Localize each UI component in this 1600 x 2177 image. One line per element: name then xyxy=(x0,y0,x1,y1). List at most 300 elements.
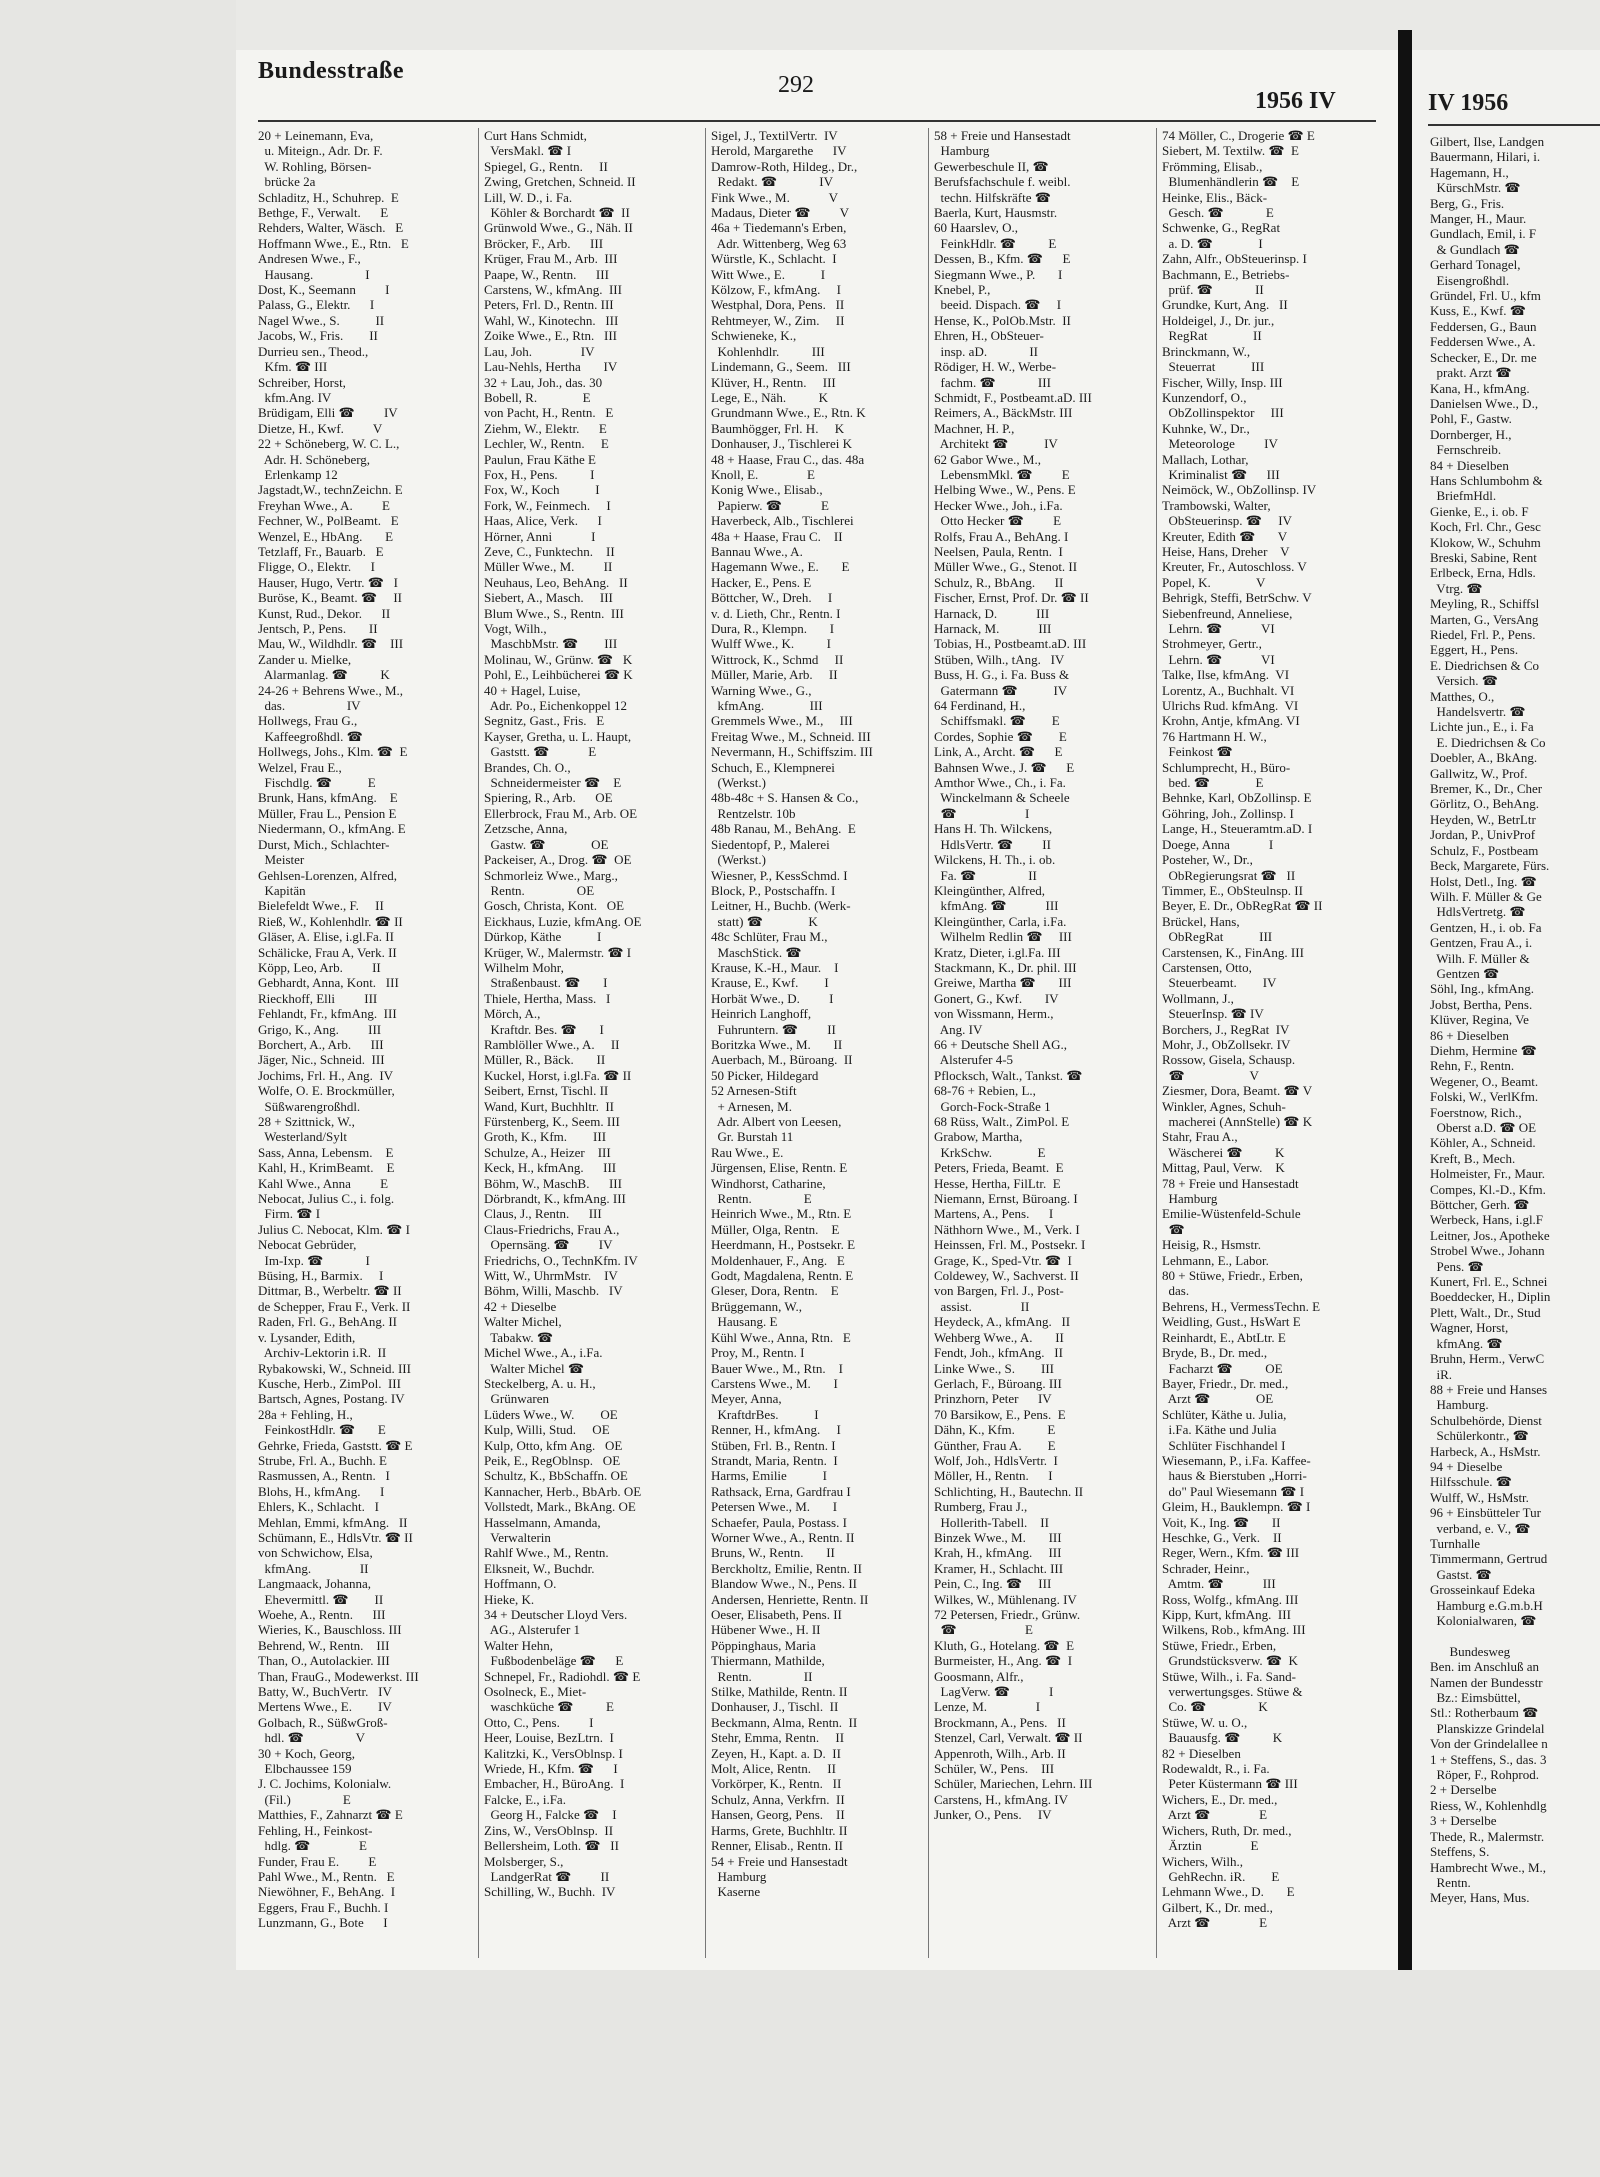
directory-entry: Neimöck, W., ObZollinsp. IV xyxy=(1162,482,1317,498)
directory-entry: Doebler, A., BkAng. xyxy=(1430,750,1538,766)
directory-entry: Wagner, Horst, xyxy=(1430,1320,1509,1336)
directory-entry: Süßwarengroßhdl. xyxy=(258,1098,361,1114)
directory-entry: verwertungsges. Stüwe & xyxy=(1162,1684,1303,1700)
directory-entry: Niemann, Ernst, Büroang. I xyxy=(934,1191,1078,1207)
directory-entry: Keck, H., kfmAng. III xyxy=(484,1160,617,1176)
directory-entry: v. Lysander, Edith, xyxy=(258,1329,356,1345)
directory-entry: Claus, J., Rentn. III xyxy=(484,1206,602,1222)
directory-entry: Prinzhorn, Peter IV xyxy=(934,1391,1052,1407)
directory-entry: Rieß, W., Kohlenhdlr. ☎ II xyxy=(258,913,403,929)
directory-entry: Proy, M., Rentn. I xyxy=(711,1345,805,1361)
directory-entry: Kreuter, Edith ☎ V xyxy=(1162,528,1288,544)
directory-entry: Junker, O., Pens. IV xyxy=(934,1807,1052,1823)
directory-entry: Carstens Wwe., M. I xyxy=(711,1375,838,1391)
directory-entry: Hense, K., PolOb.Mstr. II xyxy=(934,312,1071,328)
directory-entry: (Werkst.) xyxy=(711,852,766,868)
directory-entry: Welzel, Frau E., xyxy=(258,759,342,775)
directory-entry: Kaffeegroßhdl. ☎ xyxy=(258,728,363,744)
directory-entry: Eisengroßhdl. xyxy=(1430,272,1510,288)
directory-entry: Hoffmann Wwe., E., Rtn. E xyxy=(258,235,409,251)
directory-entry: verband, e. V., ☎ xyxy=(1430,1520,1531,1536)
directory-entry: Niewöhner, F., BehAng. I xyxy=(258,1884,396,1900)
directory-entry: Steuerrat III xyxy=(1162,359,1265,375)
directory-entry: Bauer Wwe., M., Rtn. I xyxy=(711,1360,843,1376)
directory-entry: Rentn. E xyxy=(711,1191,812,1207)
directory-entry: Klüver, H., Rentn. III xyxy=(711,374,836,390)
directory-entry: Donhauser, J., Tischl. II xyxy=(711,1699,839,1715)
directory-entry: Gerhard Tonagel, xyxy=(1430,257,1521,273)
directory-entry: Lenze, M. I xyxy=(934,1699,1041,1715)
directory-entry: Cordes, Sophie ☎ E xyxy=(934,728,1067,744)
directory-entry: Than, O., Autolackier. III xyxy=(258,1653,390,1669)
directory-entry: Grage, K., Sped-Vtr. ☎ I xyxy=(934,1252,1072,1268)
directory-entry: Grigo, K., Ang. III xyxy=(258,1021,382,1037)
directory-entry: Woehe, A., Rentn. III xyxy=(258,1607,386,1622)
directory-entry: Lehmann, E., Labor. xyxy=(1162,1252,1269,1268)
directory-entry: Leitner, H., Buchb. (Werk- xyxy=(711,898,851,914)
directory-entry: Vollstedt, Mark., BkAng. OE xyxy=(484,1499,636,1515)
directory-entry: Kluth, G., Hotelang. ☎ E xyxy=(934,1637,1075,1653)
directory-entry: Mertens Wwe., E. IV xyxy=(258,1699,392,1715)
directory-entry: Hoffmann, O. xyxy=(484,1576,557,1592)
directory-entry: Werbeck, Hans, i.gl.F xyxy=(1430,1212,1544,1228)
directory-entry: Schlüter, Käthe u. Julia, xyxy=(1162,1406,1287,1422)
directory-entry: i.Fa. Käthe und Julia xyxy=(1162,1422,1277,1438)
directory-entry: Stackmann, K., Dr. phil. III xyxy=(934,959,1077,975)
directory-entry: Gremmels Wwe., M., III xyxy=(711,713,853,729)
directory-entry: Palass, G., Elektr. I xyxy=(258,297,375,313)
directory-entry: KraftdrBes. I xyxy=(711,1406,819,1422)
directory-entry: Bellersheim, Loth. ☎ II xyxy=(484,1838,619,1854)
directory-entry: Adr. Po., Eichenkoppel 12 xyxy=(484,698,627,714)
directory-entry: Auerbach, M., Büroang. II xyxy=(711,1052,853,1068)
column-1 xyxy=(258,128,470,1958)
directory-entry: Schulz, R., BbAng. II xyxy=(934,574,1064,590)
directory-entry: Holst, Detl., Ing. ☎ xyxy=(1430,873,1537,889)
directory-entry: Arzt ☎ E xyxy=(1162,1915,1268,1931)
directory-entry: Coldewey, W., Sachverst. II xyxy=(934,1268,1079,1284)
directory-entry: Neuhaus, Leo, BehAng. II xyxy=(484,574,628,590)
directory-entry: Stehr, Emma, Rentn. II xyxy=(711,1730,845,1746)
directory-entry: Posteher, W., Dr., xyxy=(1162,852,1253,868)
directory-entry: Von der Grindelallee n xyxy=(1430,1736,1548,1752)
directory-entry: Köhler, A., Schneid. xyxy=(1430,1135,1536,1151)
directory-entry: Facharzt ☎ OE xyxy=(1162,1360,1283,1376)
directory-entry: Golbach, R., SüßwGroß- xyxy=(258,1714,388,1730)
directory-entry: Haverbeck, Alb., Tischlerei xyxy=(711,513,854,529)
directory-entry: brücke 2a xyxy=(258,174,316,190)
directory-entry: AG., Alsterufer 1 xyxy=(484,1622,581,1638)
directory-entry: Dietze, H., Kwf. V xyxy=(258,420,383,436)
directory-entry: Pöppinghaus, Maria xyxy=(711,1637,816,1653)
directory-entry: 28 + Szittnick, W., xyxy=(258,1114,355,1129)
directory-entry: Frömming, Elisab., xyxy=(1162,158,1263,174)
directory-entry: Kramer, H., Schlacht. III xyxy=(934,1560,1064,1576)
directory-entry: Gleser, Dora, Rentn. E xyxy=(711,1283,839,1299)
directory-entry: Siebert, A., Masch. III xyxy=(484,590,613,606)
directory-entry: LagVerw. ☎ I xyxy=(934,1684,1054,1700)
directory-entry: Feinkost ☎ xyxy=(1162,744,1233,760)
facing-page-column xyxy=(1430,134,1600,1954)
directory-entry: Zeyen, H., Kapt. a. D. II xyxy=(711,1745,841,1761)
directory-entry: Behrens, H., VermessTechn. E xyxy=(1162,1298,1321,1314)
directory-entry: Wilh. F. Müller & Ge xyxy=(1430,888,1542,904)
directory-entry: Gleim, H., Bauklempn. ☎ I xyxy=(1162,1499,1311,1515)
directory-entry: Ang. IV xyxy=(934,1021,983,1037)
directory-entry: Neelsen, Paula, Rentn. I xyxy=(934,543,1063,559)
directory-entry: ☎ E xyxy=(934,1622,1033,1638)
directory-entry: J. C. Jochims, Kolonialw. xyxy=(258,1776,392,1792)
directory-entry: 50 Picker, Hildegard xyxy=(711,1067,819,1083)
directory-entry: Ehren, H., ObSteuer- xyxy=(934,328,1044,344)
directory-entry: Warning Wwe., G., xyxy=(711,682,812,698)
directory-entry: Gehlsen-Lorenzen, Alfred, xyxy=(258,867,397,883)
directory-entry: Baerla, Kurt, Hausmstr. xyxy=(934,205,1058,221)
directory-entry: Schälicke, Frau A, Verk. II xyxy=(258,944,397,960)
directory-entry: Folski, W., VerlKfm. xyxy=(1430,1089,1539,1105)
directory-entry: Kuckel, Horst, i.gl.Fa. ☎ II xyxy=(484,1067,632,1083)
directory-entry: Erlenkamp 12 xyxy=(258,466,338,482)
directory-entry: Link, A., Archt. ☎ E xyxy=(934,744,1063,760)
directory-entry: Packeiser, A., Drog. ☎ OE xyxy=(484,852,632,868)
directory-entry: bed. ☎ E xyxy=(1162,775,1264,791)
directory-entry: Wilhelm Redlin ☎ III xyxy=(934,929,1072,945)
directory-entry: W. Rohling, Börsen- xyxy=(258,158,372,174)
directory-entry: Sigel, J., TextilVertr. IV xyxy=(711,128,838,143)
directory-entry: Schulbehörde, Dienst xyxy=(1430,1412,1542,1428)
column-divider xyxy=(928,128,929,1958)
directory-entry: Boritzka Wwe., M. II xyxy=(711,1036,843,1052)
directory-entry: Stl.: Rotherbaum ☎ xyxy=(1430,1705,1539,1721)
directory-entry: + Arnesen, M. xyxy=(711,1098,792,1114)
directory-entry: 68 Rüss, Walt., ZimPol. E xyxy=(934,1114,1070,1129)
directory-entry: Winkler, Agnes, Schuh- xyxy=(1162,1098,1286,1114)
directory-entry: Schlichting, H., Bautechn. II xyxy=(934,1483,1084,1499)
directory-entry: Zwing, Gretchen, Schneid. II xyxy=(484,174,636,190)
directory-entry: Lehmann Wwe., D. E xyxy=(1162,1884,1295,1900)
directory-entry: Heerdmann, H., Postsekr. E xyxy=(711,1237,856,1253)
directory-entry: Claus-Friedrichs, Frau A., xyxy=(484,1221,620,1237)
directory-entry: 2 + Derselbe xyxy=(1430,1782,1497,1798)
directory-entry: MaschStick. ☎ xyxy=(711,944,802,960)
directory-entry: Hamburg xyxy=(1162,1191,1218,1207)
directory-entry: Worner Wwe., A., Rentn. II xyxy=(711,1529,855,1545)
directory-entry: Buss, H. G., i. Fa. Buss & xyxy=(934,667,1070,683)
directory-entry: Müller, R., Bäck. II xyxy=(484,1052,606,1068)
directory-entry: Göhring, Joh., Zollinsp. I xyxy=(1162,805,1294,821)
directory-entry: Otto Hecker ☎ E xyxy=(934,513,1062,529)
directory-entry: Bahnsen Wwe., J. ☎ E xyxy=(934,759,1075,775)
directory-entry: Heyden, W., BetrLtr xyxy=(1430,811,1536,827)
directory-entry: Opernsäng. ☎ IV xyxy=(484,1237,613,1253)
directory-entry: Ehlers, K., Schlacht. I xyxy=(258,1499,379,1515)
directory-entry: Stüben, Frl. B., Rentn. I xyxy=(711,1437,836,1453)
directory-entry: Brinckmann, W., xyxy=(1162,343,1251,359)
directory-entry: Heschke, G., Verk. II xyxy=(1162,1529,1282,1545)
directory-entry: Batty, W., BuchVertr. IV xyxy=(258,1684,392,1700)
directory-entry: Rehn, F., Rentn. xyxy=(1430,1058,1515,1074)
directory-entry: Böttcher, Gerh. ☎ xyxy=(1430,1197,1530,1213)
directory-entry: Kulp, Willi, Stud. OE xyxy=(484,1422,610,1438)
directory-entry: Rieckhoff, Elli III xyxy=(258,990,378,1006)
directory-entry: Versich. ☎ xyxy=(1430,673,1498,689)
directory-entry: assist. II xyxy=(934,1298,1030,1314)
directory-entry: Firm. ☎ I xyxy=(258,1206,321,1222)
directory-entry: Schneidermeister ☎ E xyxy=(484,775,622,791)
directory-entry: Wilh. F. Müller & xyxy=(1430,950,1530,966)
directory-entry: Alarmanlag. ☎ K xyxy=(258,667,390,683)
directory-entry: 54 + Freie und Hansestadt xyxy=(711,1853,848,1869)
directory-entry: Heise, Hans, Dreher V xyxy=(1162,543,1290,559)
directory-entry: Pflocksch, Walt., Tankst. ☎ xyxy=(934,1067,1083,1083)
directory-entry: 64 Ferdinand, H., xyxy=(934,698,1026,714)
directory-entry: Gundlach, Emil, i. F xyxy=(1430,226,1537,242)
directory-entry: Hilfsschule. ☎ xyxy=(1430,1474,1512,1490)
directory-entry: Fox, H., Pens. I xyxy=(484,466,595,482)
directory-entry: von Pacht, H., Rentn. E xyxy=(484,405,614,421)
directory-entry: Stilke, Mathilde, Rentn. II xyxy=(711,1684,848,1700)
directory-entry: Krause, E., Kwf. I xyxy=(711,975,829,991)
directory-entry: Fendt, Joh., kfmAng. II xyxy=(934,1345,1063,1361)
directory-entry: Hübener Wwe., H. II xyxy=(711,1622,821,1638)
directory-entry: Fehlandt, Fr., kfmAng. III xyxy=(258,1006,397,1022)
directory-entry: Buröse, K., Beamt. ☎ II xyxy=(258,590,403,606)
directory-entry: Mau, W., Wildhdlr. ☎ III xyxy=(258,636,404,652)
directory-entry: Renner, H., kfmAng. I xyxy=(711,1422,841,1438)
directory-entry: Berckholtz, Emilie, Rentn. II xyxy=(711,1560,862,1576)
directory-entry: Stüwe, W. u. O., xyxy=(1162,1714,1248,1730)
directory-entry: Pens. ☎ xyxy=(1430,1258,1484,1274)
directory-entry: Peters, Frl. D., Rentn. III xyxy=(484,297,614,313)
directory-entry: Dost, K., Seemann I xyxy=(258,282,390,298)
directory-entry: LandgerRat ☎ II xyxy=(484,1868,610,1884)
scan-margin-left xyxy=(0,0,236,2177)
directory-entry: Röper, F., Rohprod. xyxy=(1430,1767,1539,1783)
directory-entry: Erlbeck, Erna, Hdls. xyxy=(1430,565,1536,581)
directory-entry: Schümann, E., HdlsVtr. ☎ II xyxy=(258,1529,413,1545)
directory-entry: Talke, Ilse, kfmAng. VI xyxy=(1162,667,1290,683)
directory-entry: Kohlenhdlr. III xyxy=(711,343,825,359)
directory-entry: Stenzel, Carl, Verwalt. ☎ II xyxy=(934,1730,1083,1746)
directory-entry: Wiesemann, P., i.Fa. Kaffee- xyxy=(1162,1452,1311,1468)
directory-entry: Im-Ixp. ☎ I xyxy=(258,1252,370,1268)
directory-entry: 58 + Freie und Hansestadt xyxy=(934,128,1071,143)
directory-entry: Rau Wwe., E. xyxy=(711,1144,784,1160)
directory-entry: Meyer, Anna, xyxy=(711,1391,782,1407)
directory-entry: Adr. Albert von Leesen, xyxy=(711,1114,842,1129)
directory-entry: Walter Michel, xyxy=(484,1314,562,1330)
directory-entry: Pein, C., Ing. ☎ III xyxy=(934,1576,1052,1592)
directory-entry: Brandes, Ch. O., xyxy=(484,759,571,775)
directory-entry: Büsing, H., Barmix. I xyxy=(258,1268,384,1284)
directory-entry: Schiffsmakl. ☎ E xyxy=(934,713,1060,729)
column-divider xyxy=(705,128,706,1958)
directory-entry: Krüger, W., Malermstr. ☎ I xyxy=(484,944,632,960)
directory-entry: Rodewaldt, R., i. Fa. xyxy=(1162,1761,1270,1777)
directory-entry: 78 + Freie und Hansestadt xyxy=(1162,1175,1299,1191)
directory-entry: Harms, Emilie I xyxy=(711,1468,827,1484)
directory-entry: Heinssen, Frl. M., Postsekr. I xyxy=(934,1237,1086,1253)
directory-entry: 48b-48c + S. Hansen & Co., xyxy=(711,790,859,806)
directory-entry: Nevermann, H., Schiffszim. III xyxy=(711,744,873,760)
directory-entry: Lindemann, G., Seem. III xyxy=(711,359,851,375)
directory-entry: Hieke, K. xyxy=(484,1591,535,1607)
directory-entry: Adr. Wittenberg, Weg 63 xyxy=(711,235,847,251)
directory-entry: 60 Haarslev, O., xyxy=(934,220,1018,236)
directory-entry: Turnhalle xyxy=(1430,1535,1481,1551)
directory-entry: Müller Wwe., G., Stenot. II xyxy=(934,559,1078,575)
directory-entry: Meteorologe IV xyxy=(1162,436,1278,452)
directory-entry: Bryde, B., Dr. med., xyxy=(1162,1345,1268,1361)
directory-entry: Renner, Elisab., Rentn. II xyxy=(711,1838,843,1854)
directory-entry: ObRegRat III xyxy=(1162,929,1273,945)
directory-entry: Seibert, Ernst, Tischl. II xyxy=(484,1083,609,1099)
directory-entry: Kreft, B., Mech. xyxy=(1430,1150,1516,1166)
directory-entry: Block, P., Postschaffn. I xyxy=(711,882,836,898)
directory-entry: Mallach, Lothar, xyxy=(1162,451,1249,467)
directory-entry: KürschMstr. ☎ xyxy=(1430,180,1521,196)
directory-entry: Kolonialwaren, ☎ xyxy=(1430,1613,1537,1628)
directory-entry: Bachmann, E., Betriebs- xyxy=(1162,266,1290,282)
directory-entry: Rehtmeyer, W., Zim. II xyxy=(711,312,845,328)
directory-entry: ☎ V xyxy=(1162,1067,1259,1083)
directory-entry: Manger, H., Maur. xyxy=(1430,211,1527,227)
street-heading: Bundesstraße xyxy=(258,58,405,84)
directory-entry: Popel, K. V xyxy=(1162,574,1266,590)
directory-entry: Kühl Wwe., Anna, Rtn. E xyxy=(711,1329,851,1345)
directory-entry: 88 + Freie und Hanses xyxy=(1430,1381,1548,1397)
directory-entry: Fischer, Ernst, Prof. Dr. ☎ II xyxy=(934,590,1089,606)
directory-entry: Doege, Anna I xyxy=(1162,836,1274,852)
directory-entry: Wenzel, E., HbAng. E xyxy=(258,528,394,544)
directory-entry: 52 Arnesen-Stift xyxy=(711,1083,797,1099)
directory-entry: Müller Wwe., M. II xyxy=(484,559,613,575)
directory-entry: 32 + Lau, Joh., das. 30 xyxy=(484,374,603,390)
directory-entry: Rentn. OE xyxy=(484,882,595,898)
directory-entry: Schultz, K., BbSchaffn. OE xyxy=(484,1468,628,1484)
directory-entry: Klokow, W., Schuhm xyxy=(1430,534,1541,550)
directory-entry: Lunzmann, G., Bote I xyxy=(258,1915,388,1931)
directory-entry: von Schwichow, Elsa, xyxy=(258,1545,373,1561)
directory-entry: Wieries, K., Bauschloss. III xyxy=(258,1622,402,1638)
directory-entry: kfm.Ang. IV xyxy=(258,389,332,405)
directory-entry: prakt. Arzt ☎ xyxy=(1430,365,1512,381)
directory-entry: Trambowski, Walter, xyxy=(1162,497,1271,513)
directory-entry: Fürstenberg, K., Seem. III xyxy=(484,1114,620,1129)
directory-entry: Walter Hehn, xyxy=(484,1637,553,1653)
directory-entry: Freyhan Wwe., A. E xyxy=(258,497,390,513)
directory-entry: Jobst, Bertha, Pens. xyxy=(1430,996,1533,1012)
directory-entry: Mehlan, Emmi, kfmAng. II xyxy=(258,1514,408,1530)
directory-entry: Steckelberg, A. u. H., xyxy=(484,1375,596,1391)
directory-entry: Gonert, G., Kwf. IV xyxy=(934,990,1059,1006)
directory-entry: Hamburg xyxy=(711,1868,767,1884)
directory-entry: Gewerbeschule II, ☎ xyxy=(934,158,1049,174)
directory-entry: Ramblöller Wwe., A. II xyxy=(484,1036,620,1052)
directory-entry: Kleingünther, Carla, i.Fa. xyxy=(934,913,1067,929)
directory-entry: Groth, K., Kfm. III xyxy=(484,1129,607,1145)
directory-entry: Fehling, H., Feinkost- xyxy=(258,1822,373,1838)
directory-entry: Wulff Wwe., K. I xyxy=(711,636,831,652)
directory-entry: Foerstnow, Rich., xyxy=(1430,1104,1522,1120)
directory-entry: Hollwegs, Frau G., xyxy=(258,713,358,729)
directory-entry: Eggers, Frau F., Buchh. I xyxy=(258,1899,389,1915)
directory-entry: Lichte jun., E., i. Fa xyxy=(1430,719,1534,735)
directory-entry: Carstens, H., kfmAng. IV xyxy=(934,1791,1068,1807)
directory-entry: 48a + Haase, Frau C. II xyxy=(711,528,843,544)
directory-entry: Timmermann, Gertrud xyxy=(1430,1551,1548,1567)
directory-entry: Blum Wwe., S., Rentn. III xyxy=(484,605,624,621)
directory-entry: Breski, Sabine, Rent xyxy=(1430,549,1537,565)
directory-entry: Hagemann, H., xyxy=(1430,164,1509,180)
directory-entry: Peters, Frieda, Beamt. E xyxy=(934,1160,1064,1176)
directory-entry: Wichers, Ruth, Dr. med., xyxy=(1162,1822,1292,1838)
directory-entry: Schmorleiz Wwe., Marg., xyxy=(484,867,618,883)
directory-entry: Näthhorn Wwe., M., Verk. I xyxy=(934,1221,1080,1237)
directory-entry: Than, FrauG., Modewerkst. III xyxy=(258,1668,419,1684)
directory-entry: Bauausfg. ☎ K xyxy=(1162,1730,1283,1746)
directory-entry: ObSteuerinsp. ☎ IV xyxy=(1162,513,1292,529)
directory-entry: Windhorst, Catharine, xyxy=(711,1175,826,1191)
directory-entry: Harnack, D. III xyxy=(934,605,1050,621)
directory-entry: das. xyxy=(1162,1283,1190,1299)
directory-entry: Schlumprecht, H., Büro- xyxy=(1162,759,1291,775)
directory-entry: Co. ☎ K xyxy=(1162,1699,1268,1715)
directory-entry: Gentzen, Frau A., i. xyxy=(1430,935,1533,951)
directory-entry: Grundstücksverw. ☎ K xyxy=(1162,1653,1298,1669)
directory-entry: Reinhardt, E., AbtLtr. E xyxy=(1162,1329,1286,1345)
directory-entry: Gaststt. ☎ E xyxy=(484,744,597,760)
directory-entry: BriefmHdl. xyxy=(1430,488,1497,504)
directory-entry: Curt Hans Schmidt, xyxy=(484,128,587,143)
directory-entry: Bethge, F., Verwalt. E xyxy=(258,205,389,221)
directory-entry: Bremer, K., Dr., Cher xyxy=(1430,781,1543,797)
directory-entry: Lill, W. D., i. Fa. xyxy=(484,189,573,205)
directory-entry: Straßenbaust. ☎ I xyxy=(484,975,608,991)
directory-entry: insp. aD. II xyxy=(934,343,1038,359)
directory-entry: Fligge, O., Elektr. I xyxy=(258,559,375,575)
directory-entry: Bobell, R. E xyxy=(484,389,591,405)
directory-entry: ☎ I xyxy=(934,805,1030,821)
directory-entry: Kunert, Frl. E., Schnei xyxy=(1430,1274,1548,1290)
directory-entry: & Gundlach ☎ xyxy=(1430,241,1520,257)
directory-entry: Gorch-Fock-Straße 1 xyxy=(934,1098,1051,1114)
directory-entry: Georg H., Falcke ☎ I xyxy=(484,1807,617,1823)
directory-entry: Gründel, Frl. U., kfm xyxy=(1430,288,1541,304)
directory-entry: 34 + Deutscher Lloyd Vers. xyxy=(484,1607,628,1622)
directory-entry: Alsterufer 4-5 xyxy=(934,1052,1014,1068)
directory-entry: prüf. ☎ II xyxy=(1162,282,1264,298)
directory-entry: Westerland/Sylt xyxy=(258,1129,347,1145)
directory-entry: Paulun, Frau Käthe E xyxy=(484,451,596,467)
directory-entry: Rahlf Wwe., M., Rentn. xyxy=(484,1545,609,1561)
directory-entry: techn. Hilfskräfte ☎ xyxy=(934,189,1051,205)
directory-entry: Görlitz, O., BehAng. xyxy=(1430,796,1540,812)
directory-entry: Siebenfreund, Anneliese, xyxy=(1162,605,1293,621)
column-divider xyxy=(478,128,479,1958)
directory-entry: VersMakl. ☎ I xyxy=(484,143,572,159)
directory-entry: Hamburg xyxy=(934,143,990,159)
directory-entry: Jochims, Frl. H., Ang. IV xyxy=(258,1067,394,1083)
directory-entry: Wittrock, K., Schmd II xyxy=(711,651,844,667)
directory-entry: Pohl, F., Gastw. xyxy=(1430,411,1512,427)
directory-entry: Berg, G., Fris. xyxy=(1430,195,1505,211)
directory-entry: do" Paul Wiesemann ☎ I xyxy=(1162,1483,1305,1499)
directory-entry: Kayser, Gretha, u. L. Haupt, xyxy=(484,728,632,744)
directory-entry: Strohmeyer, Gertr., xyxy=(1162,636,1262,652)
directory-entry: Dessen, B., Kfm. ☎ E xyxy=(934,251,1071,267)
directory-entry: Schrader, Heinr., xyxy=(1162,1560,1250,1576)
